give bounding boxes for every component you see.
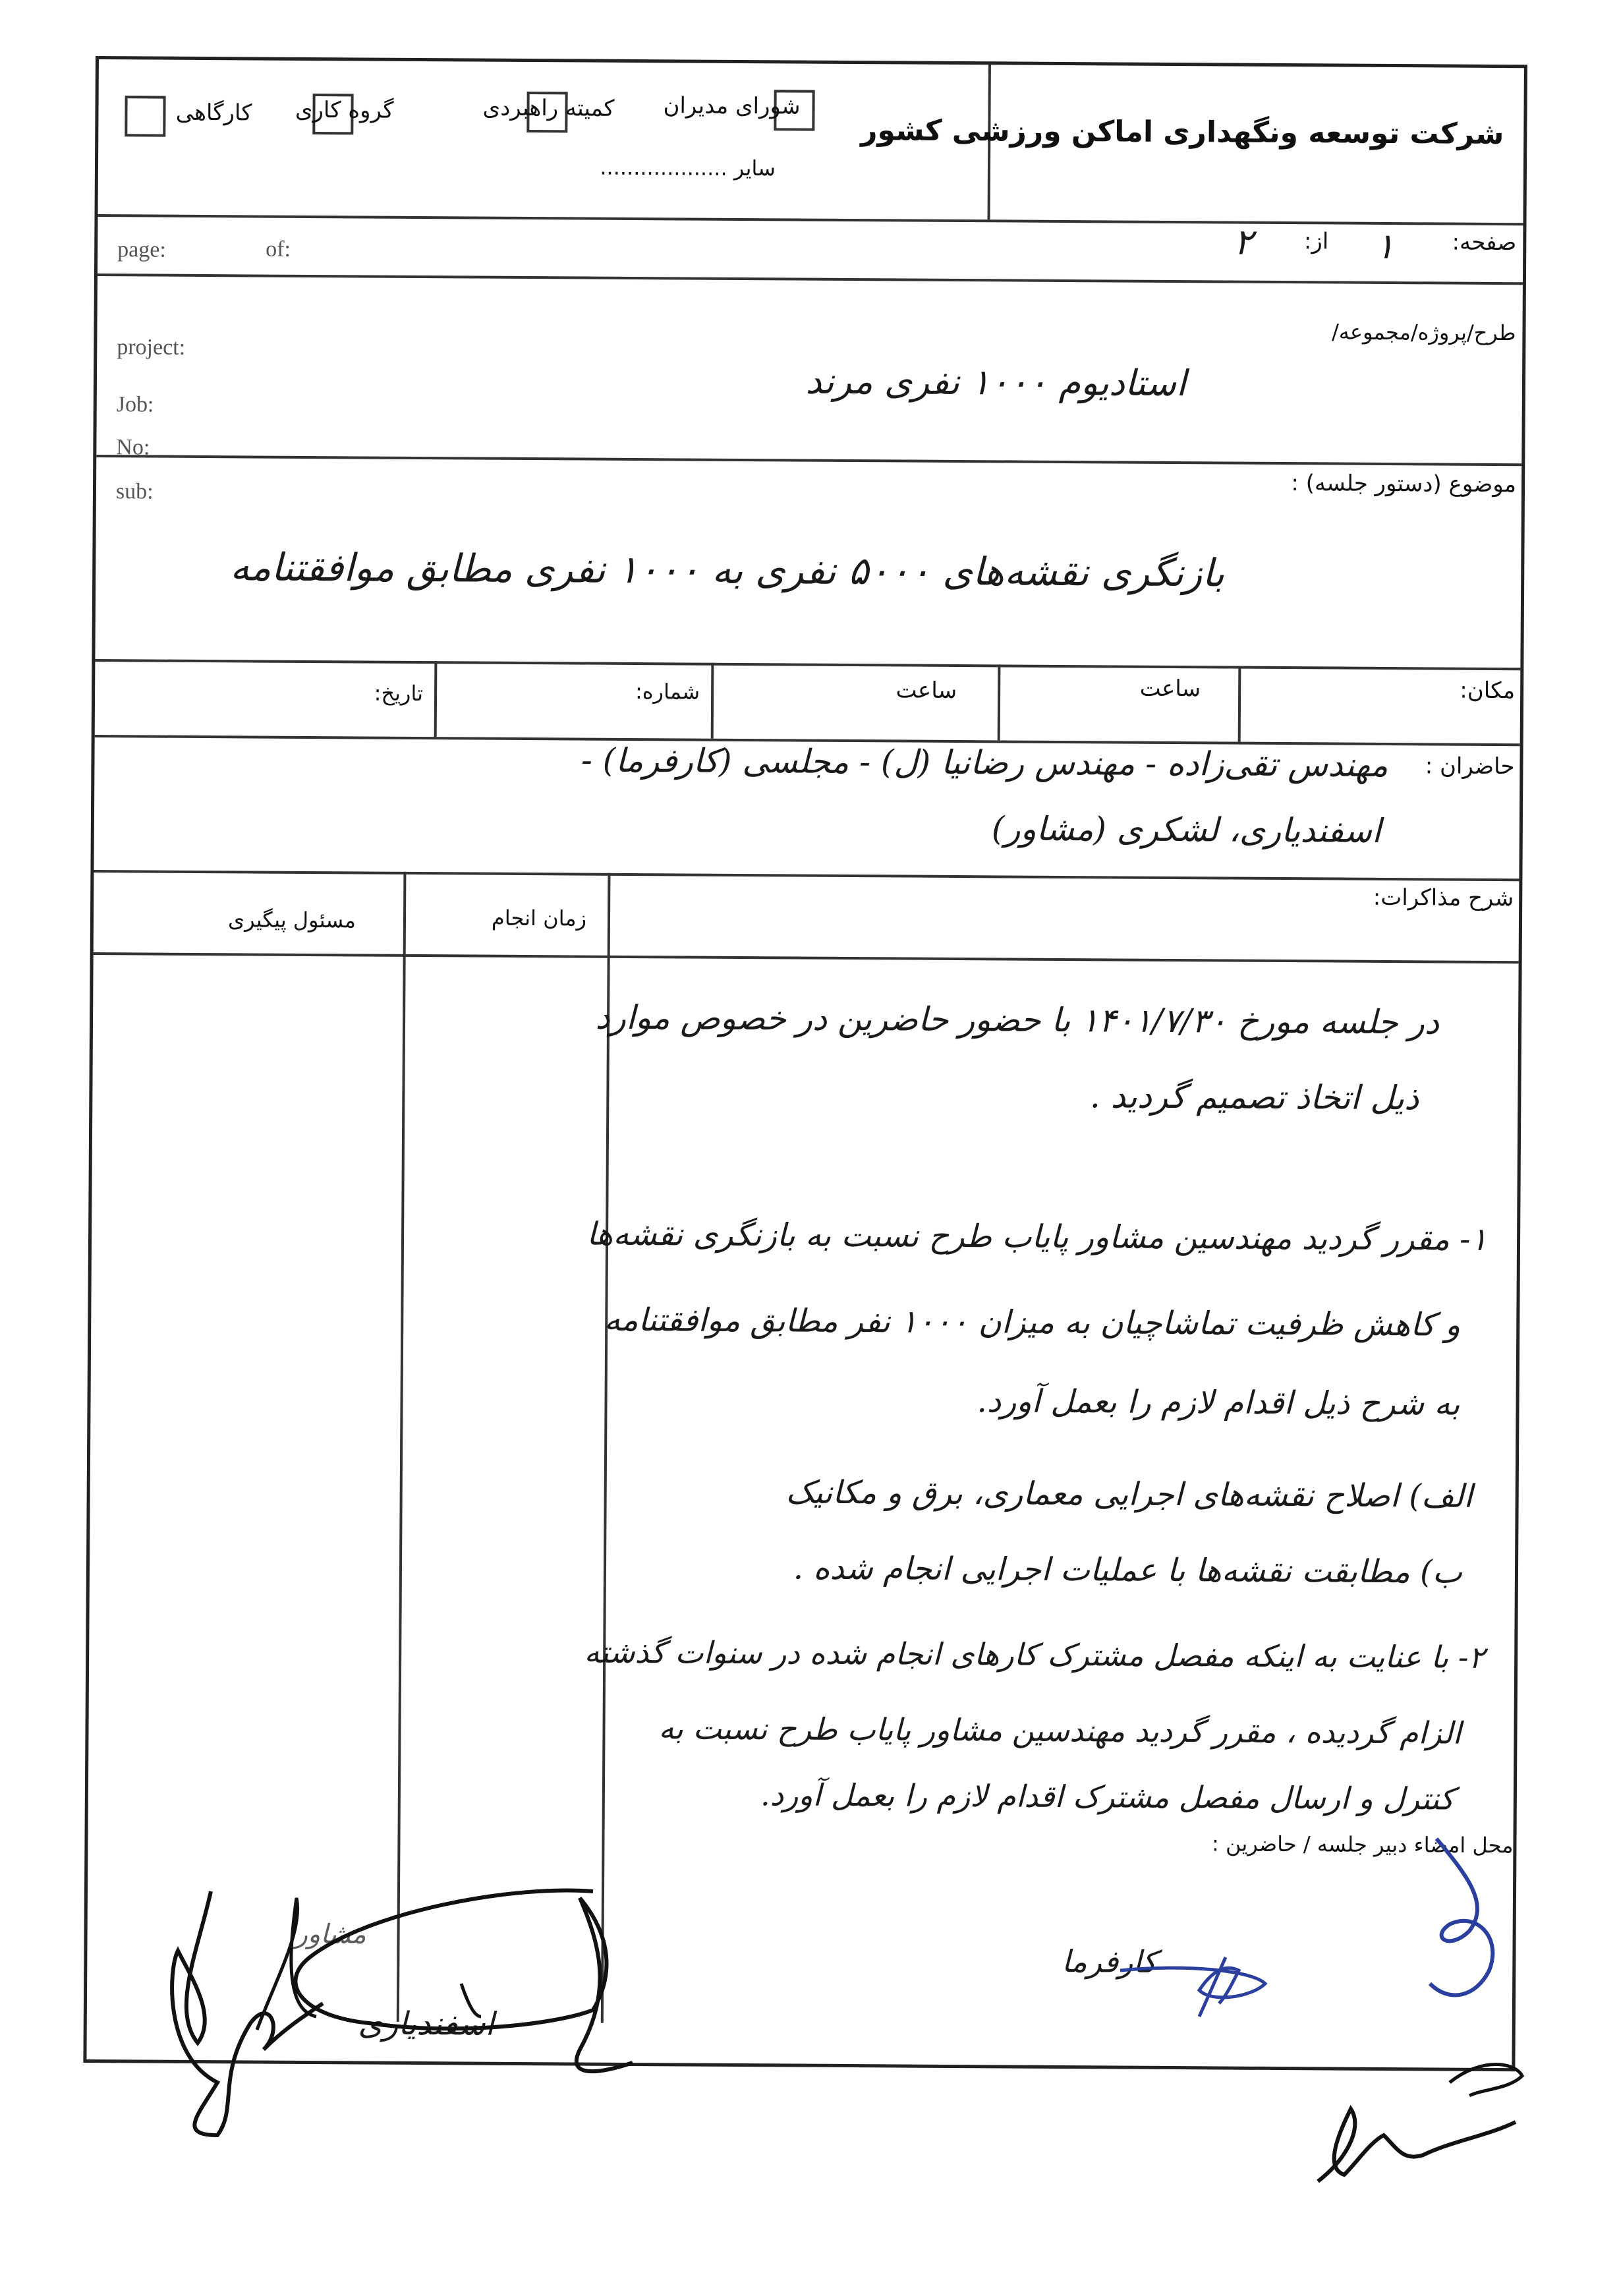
time-label-2: ساعت: [895, 677, 957, 704]
minutes-line: و کاهش ظرفیت تماشاچیان به میزان ۱۰۰۰ نفر مطابق موافقتنامه: [604, 1301, 1461, 1344]
minutes-line: به شرح ذیل اقدام لازم را بعمل آورد.: [977, 1383, 1460, 1423]
project-handwritten: استادیوم ۱۰۰۰ نفری مرند: [805, 360, 1187, 405]
date-label: تاریخ:: [374, 680, 424, 706]
minutes-line: الزام گردیده ، مقرر گردید مهندسین مشاور پایاب طرح نسبت به: [658, 1710, 1462, 1751]
signature-stroke: [1450, 2065, 1522, 2096]
signature-stroke: [172, 1891, 323, 2135]
signature-stroke: [461, 1984, 481, 2017]
minutes-line: ۲- با عنایت به اینکه مفصل مشترک کارهای انجام شده در سنوات گذشته: [584, 1634, 1485, 1675]
place-label: مکان:: [1460, 677, 1516, 704]
signature-stroke: [1120, 1968, 1265, 2003]
job-label-en: Job:: [116, 392, 154, 417]
minutes-line: الف) اصلاح نقشه‌های اجرایی معماری، برق و مکانیک: [785, 1474, 1473, 1515]
time-label-1: ساعت: [1139, 675, 1201, 703]
signature-stroke: [295, 1890, 633, 2071]
attendees-line-2: اسفندیاری، لشکری (مشاور): [991, 809, 1382, 850]
col-responsible-header: مسئول پیگیری: [227, 907, 356, 933]
of-value: ۲: [1234, 221, 1253, 263]
signature-caption-client: کارفرما: [1062, 1943, 1157, 1980]
signature-caption-consultant: مشاور: [295, 1918, 366, 1950]
minutes-line: کنترل و ارسال مفصل مشترک اقدام لازم را بعمل آورد.: [760, 1777, 1455, 1817]
attendees-line-1: مهندس تقی‌زاده - مهندس رضانیا (ل) - مجلسی (کارفرما) -: [581, 741, 1388, 785]
minutes-line: ب) مطابقت نقشه‌ها با عملیات اجرایی انجام شده .: [793, 1549, 1463, 1591]
signatures-label: محل امضاء دبیر جلسه / حاضرین :: [1211, 1831, 1514, 1858]
subject-handwritten: بازنگری نقشه‌های ۵۰۰۰ نفری به ۱۰۰۰ نفری مطابق موافقتنامه: [230, 544, 1225, 596]
page-label-en: page:: [117, 237, 166, 262]
page-value: ۱: [1375, 225, 1395, 268]
signature-stroke: [1318, 2109, 1516, 2181]
other-field: سایر ...................: [600, 154, 776, 181]
subject-label: موضوع (دستور جلسه) :: [1291, 470, 1517, 498]
project-label: طرح/پروژه/مجموعه/: [1331, 319, 1516, 346]
minutes-label: شرح مذاکرات:: [1373, 884, 1514, 912]
checkbox-board-label: شورای مدیران: [663, 92, 801, 120]
col-time-header: زمان انجام: [491, 905, 587, 931]
checkbox-steering-label: کمیته راهبردی: [482, 94, 615, 122]
no-label-en: No:: [116, 435, 150, 460]
minutes-line: ذیل اتخاذ تصمیم گردید .: [1089, 1077, 1419, 1118]
signature-stroke: [1430, 1839, 1492, 1995]
of-label: از:: [1303, 228, 1329, 255]
signature-stroke: [257, 1898, 316, 2030]
checkbox-workshop-label: کارگاهی: [175, 99, 252, 127]
page-label: صفحه:: [1452, 229, 1517, 256]
minutes-line: در جلسه مورخ ۱۴۰۱/۷/۳۰ با حضور حاضرین در خصوص موارد: [595, 998, 1440, 1042]
checkbox-workgroup-label: گروه کاری: [295, 96, 394, 124]
attendees-label: حاضران :: [1425, 753, 1515, 780]
of-label-en: of:: [266, 237, 291, 262]
project-label-en: project:: [117, 335, 186, 360]
company-name: شرکت توسعه ونگهداری اماکن ورزشی کشور: [861, 113, 1504, 152]
signature-caption-name: اسفندیاری: [358, 2005, 494, 2043]
sub-label-en: sub:: [115, 479, 154, 504]
number-label: شماره:: [635, 679, 700, 704]
minutes-line: ۱- مقرر گردید مهندسین مشاور پایاب طرح نسبت به بازنگری نقشه‌ها: [586, 1215, 1488, 1258]
